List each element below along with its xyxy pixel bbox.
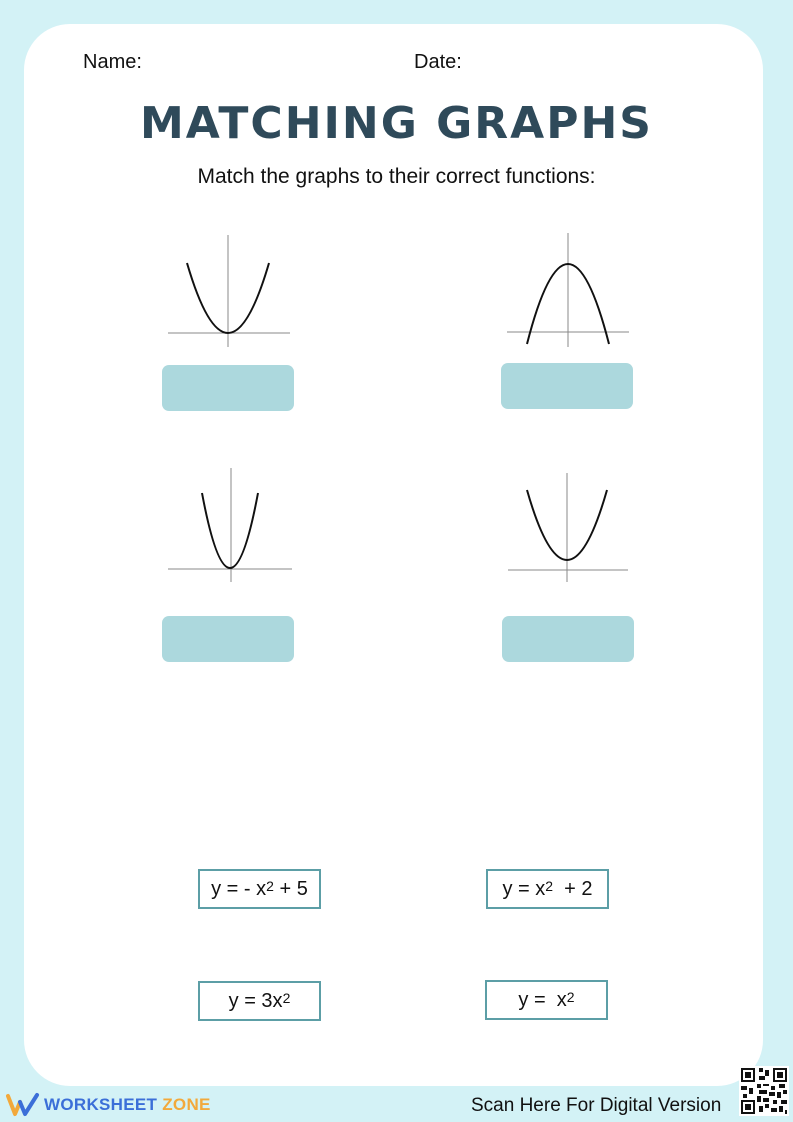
graph-1 (163, 230, 295, 350)
logo-word-worksheet: WORKSHEET (44, 1095, 158, 1114)
function-option-2-tail: + 2 (553, 877, 593, 900)
function-option-3-base: y = 3x (228, 989, 283, 1012)
worksheet-zone-logo (6, 1092, 211, 1118)
function-option-1-exponent: 2 (266, 878, 274, 894)
graph-2 (502, 230, 634, 350)
logo-w-icon (6, 1092, 40, 1118)
logo-word-zone: ZONE (162, 1095, 211, 1114)
answer-box-4[interactable] (502, 616, 634, 662)
scan-text: Scan Here For Digital Version (471, 1095, 722, 1116)
answer-box-1[interactable] (162, 365, 294, 411)
function-option-2-base: y = x (502, 877, 546, 900)
graph-4 (505, 465, 637, 585)
page-title: MATCHING GRAPHS (140, 98, 653, 149)
function-option-4-base: y = x (518, 988, 567, 1011)
function-option-1-tail: + 5 (273, 877, 308, 900)
answer-box-2[interactable] (501, 363, 633, 409)
name-label: Name: (83, 51, 142, 73)
function-option-4[interactable] (485, 980, 608, 1020)
function-option-2-exponent: 2 (545, 878, 554, 894)
qr-code-icon[interactable] (739, 1066, 789, 1116)
answer-box-3[interactable] (162, 616, 294, 662)
instructions-text: Match the graphs to their correct functions: (197, 165, 596, 188)
function-option-3[interactable] (198, 981, 321, 1021)
function-option-4-exponent: 2 (566, 989, 575, 1005)
date-label: Date: (414, 51, 462, 73)
function-option-2[interactable] (486, 869, 609, 909)
function-option-3-exponent: 2 (282, 990, 291, 1006)
graph-3 (165, 465, 297, 585)
function-option-1[interactable] (198, 869, 321, 909)
function-option-1-base: y = - x (211, 877, 267, 900)
